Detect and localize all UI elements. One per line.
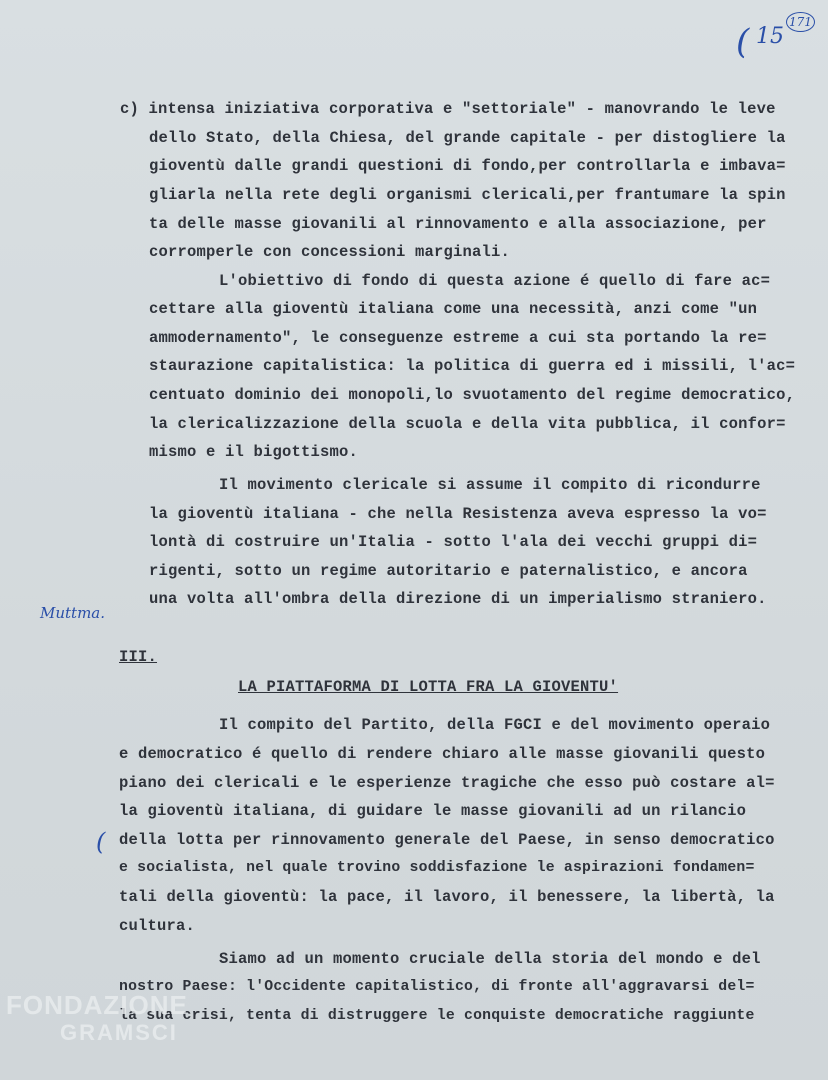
section-title: LA PIATTAFORMA DI LOTTA FRA LA GIOVENTU' xyxy=(238,678,619,696)
text-line: ta delle masse giovanili al rinnovamento e alla associazione, per xyxy=(149,215,767,233)
text-line: rigenti, sotto un regime autoritario e paternalistico, e ancora xyxy=(149,562,748,580)
bracket-mark: ( xyxy=(736,22,750,62)
watermark-line1: FONDAZIONE xyxy=(6,990,188,1020)
page-number: 15 xyxy=(756,24,784,49)
text-line: e socialista, nel quale trovino soddisfazione le aspirazioni fondamen= xyxy=(119,860,755,876)
text-line: mismo e il bigottismo. xyxy=(149,443,359,461)
text-line: dello Stato, della Chiesa, del grande capitale - per distogliere la xyxy=(149,129,786,147)
circled-number: 171 xyxy=(786,12,815,32)
text-line: staurazione capitalistica: la politica di guerra ed i missili, l'ac= xyxy=(149,357,796,375)
text-line: Siamo ad un momento cruciale della storia del mondo e del xyxy=(219,950,761,968)
text-line: ammodernamento", le conseguenze estreme a cui sta portando la re= xyxy=(149,329,767,347)
text-line: centuato dominio dei monopoli,lo svuotamento del regime democratico, xyxy=(149,386,796,404)
text-line: piano dei clericali e le esperienze tragiche che esso può costare al= xyxy=(119,774,775,792)
text-line: gioventù dalle grandi questioni di fondo,per controllarla e imbava= xyxy=(149,157,786,175)
text-line: L'obiettivo di fondo di questa azione é quello di fare ac= xyxy=(219,272,771,290)
text-line: lontà di costruire un'Italia - sotto l'ala dei vecchi gruppi di= xyxy=(149,533,758,551)
text-line: nostro Paese: l'Occidente capitalistico, di fronte all'aggravarsi del= xyxy=(119,979,755,995)
text-line: la sua crisi, tenta di distruggere le conquiste democratiche raggiunte xyxy=(119,1008,755,1024)
text-line: gliarla nella rete degli organismi clericali,per frantumare la spin xyxy=(149,186,786,204)
text-line: una volta all'ombra della direzione di un imperialismo straniero. xyxy=(149,590,767,608)
text-line: la gioventù italiana, di guidare le masse giovanili ad un rilancio xyxy=(119,802,747,820)
watermark-line2: GRAMSCI xyxy=(60,1020,178,1045)
text-line: c) intensa iniziativa corporativa e "settoriale" - manovrando le leve xyxy=(120,100,776,118)
margin-note: Muttma. xyxy=(40,604,106,622)
text-line: cettare alla gioventù italiana come una necessità, anzi come "un xyxy=(149,300,758,318)
text-line: e democratico é quello di rendere chiaro alle masse giovanili questo xyxy=(119,745,766,763)
margin-bracket: ( xyxy=(96,828,106,856)
text-line: della lotta per rinnovamento generale del Paese, in senso democratico xyxy=(119,831,775,849)
text-line: la gioventù italiana - che nella Resistenza aveva espresso la vo= xyxy=(149,505,767,523)
text-line: la clericalizzazione della scuola e della vita pubblica, il confor= xyxy=(149,415,786,433)
text-line: Il compito del Partito, della FGCI e del movimento operaio xyxy=(219,716,771,734)
text-line: corromperle con concessioni marginali. xyxy=(149,243,511,261)
text-line: cultura. xyxy=(119,917,196,935)
text-line: Il movimento clericale si assume il compito di ricondurre xyxy=(219,476,761,494)
section-heading: III. xyxy=(119,648,158,666)
text-line: tali della gioventù: la pace, il lavoro, il benessere, la libertà, la xyxy=(119,888,775,906)
